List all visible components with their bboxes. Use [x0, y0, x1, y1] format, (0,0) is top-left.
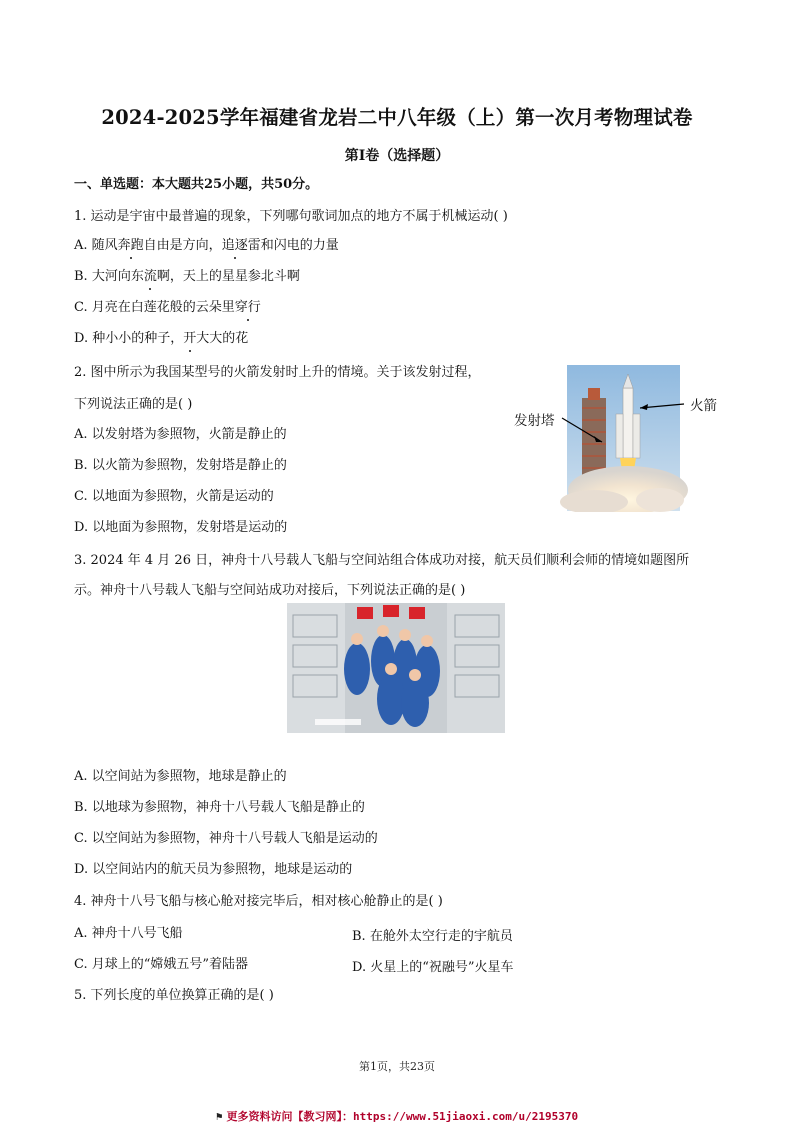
q1-d-dotted: 开: [183, 331, 197, 346]
q3-stem-line2: 示。神舟十八号载人飞船与空间站成功对接后，下列说法正确的是( ): [74, 583, 466, 598]
label-rocket: 火箭: [690, 398, 717, 414]
q2-stem-line2: 下列说法正确的是( ): [74, 397, 193, 412]
q1-b-text: B. 大河向东: [74, 269, 144, 284]
q1-a-dotted-2: 追逐: [221, 238, 248, 253]
volume-subtitle: 第I卷（选择题）: [344, 148, 450, 164]
q3-option-b: B. 以地球为参照物，神舟十八号载人飞船是静止的: [74, 800, 365, 815]
astronauts-photo: [287, 603, 505, 733]
q1-d-text: D. 种小小的种子，: [74, 331, 184, 346]
q5-stem: 5. 下列长度的单位换算正确的是( ): [74, 988, 274, 1003]
q4-option-b: B. 在舱外太空行走的宇航员: [352, 929, 513, 944]
q1-a-text-mid: 自由是方向，: [143, 238, 222, 253]
q2-option-c: C. 以地面为参照物，火箭是运动的: [74, 489, 274, 504]
q1-d-text-end: 大大的花: [196, 331, 249, 346]
q3-option-d: D. 以空间站内的航天员为参照物，地球是运动的: [74, 862, 353, 877]
section-heading: 一、单选题：本大题共25小题，共50分。: [74, 177, 319, 192]
q1-a-text: A. 随风: [74, 238, 118, 253]
flag-icon: ⚑: [215, 1110, 223, 1123]
q1-b-text-end: 啊，天上的星星参北斗啊: [156, 269, 300, 284]
label-launch-tower: 发射塔: [514, 413, 555, 429]
promo-text[interactable]: 更多资料访问【教习网】：https://www.51jiaoxi.com/u/2195370: [226, 1110, 579, 1123]
q4-option-d: D. 火星上的“祝融号”火星车: [352, 960, 514, 975]
q1-option-b: [74, 268, 300, 286]
q3-stem-line1: 3. 2024 年 4 月 26 日，神舟十八号载人飞船与空间站组合体成功对接，航天员们顺利会师的情境如题图所: [74, 553, 690, 568]
rocket-launch-figure: [510, 364, 722, 512]
q2-stem-line1: 2. 图中所示为我国某型号的火箭发射时上升的情境。关于该发射过程，: [74, 365, 481, 380]
q3-option-c: C. 以空间站为参照物，神舟十八号载人飞船是运动的: [74, 831, 378, 846]
q1-stem: 1. 运动是宇宙中最普遍的现象，下列哪句歌词加点的地方不属于机械运动( ): [74, 209, 508, 224]
page-footer: 第1页，共23页: [359, 1060, 435, 1073]
q2-option-b: B. 以火箭为参照物，发射塔是静止的: [74, 458, 287, 473]
rocket-illustration: [510, 364, 722, 512]
q1-option-a: [74, 237, 339, 255]
q2-option-a: A. 以发射塔为参照物，火箭是静止的: [74, 427, 287, 442]
q1-a-dotted-1: 奔跑: [117, 238, 144, 253]
q1-c-text: C. 月亮在白莲花般的云朵里: [74, 300, 235, 315]
q4-option-a: A. 神舟十八号飞船: [74, 926, 183, 941]
promo-banner[interactable]: [0, 1108, 794, 1124]
q2-option-d: D. 以地面为参照物，发射塔是运动的: [74, 520, 288, 535]
q4-stem: 4. 神舟十八号飞船与核心舱对接完毕后，相对核心舱静止的是( ): [74, 894, 443, 909]
q3-option-a: A. 以空间站为参照物，地球是静止的: [74, 769, 287, 784]
q1-a-text-end: 雷和闪电的力量: [247, 238, 339, 253]
space-station-illustration: [287, 603, 505, 733]
q1-option-d: [74, 330, 248, 348]
page-title: 2024-2025学年福建省龙岩二中八年级（上）第一次月考物理试卷: [101, 106, 693, 129]
q1-option-c: [74, 299, 261, 317]
q4-option-c: C. 月球上的“嫦娥五号”着陆器: [74, 957, 249, 972]
q1-c-dotted: 穿行: [234, 300, 261, 315]
q1-b-dotted: 流: [143, 269, 157, 284]
